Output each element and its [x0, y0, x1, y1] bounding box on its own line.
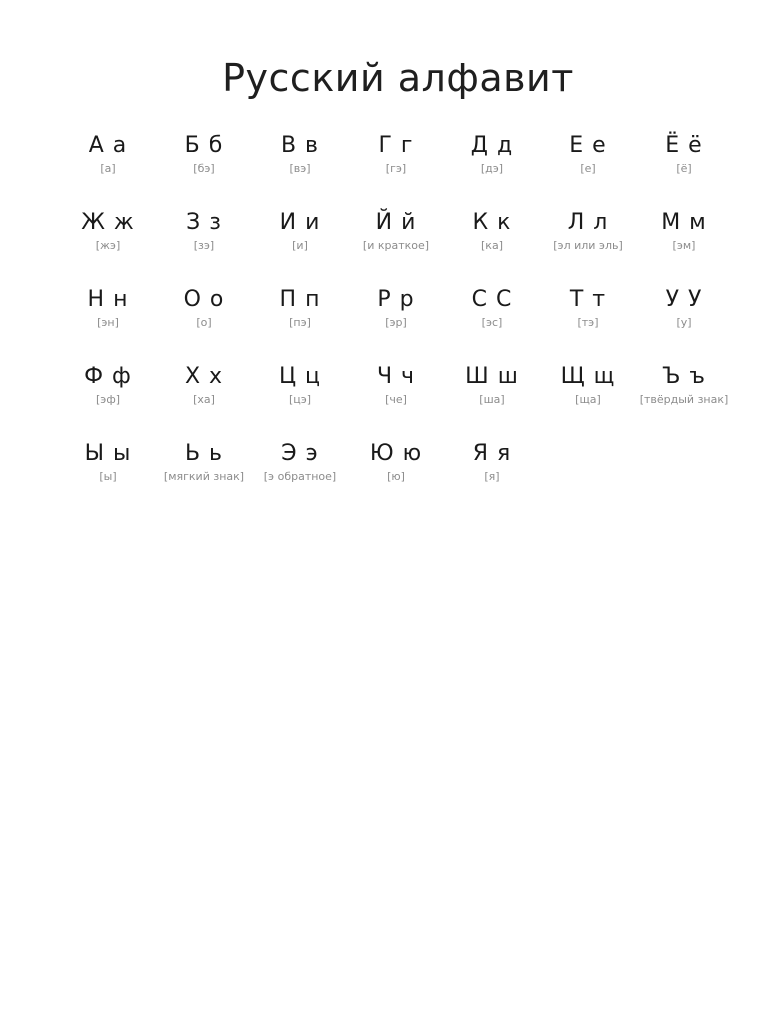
letter-name: [эм] [672, 239, 696, 252]
letter-cell [636, 131, 732, 208]
letter-name: [эр] [385, 316, 407, 329]
letter-pair: Я я [472, 441, 512, 466]
letter-pair: В в [280, 133, 320, 158]
letter-name: [цэ] [288, 393, 312, 406]
letter-cell [636, 208, 732, 285]
letter-cell [348, 439, 444, 516]
letter-name: [дэ] [480, 162, 504, 175]
letter-cell [444, 362, 540, 439]
letter-pair: Ь ь [184, 441, 224, 466]
letter-cell [252, 208, 348, 285]
letter-name: [о] [196, 316, 212, 329]
letter-cell [252, 285, 348, 362]
letter-name: [ша] [479, 393, 505, 406]
letter-pair: Й й [375, 210, 417, 235]
letter-pair: Н н [87, 287, 129, 312]
letter-cell [60, 131, 156, 208]
letter-pair: Ё ё [665, 133, 703, 158]
letter-cell [156, 362, 252, 439]
letter-name: [ща] [575, 393, 601, 406]
letter-name: [ка] [481, 239, 503, 252]
letter-pair: Щ щ [560, 364, 616, 389]
letter-cell [444, 439, 540, 516]
letter-name: [вэ] [289, 162, 311, 175]
alphabet-grid [60, 131, 732, 516]
letter-cell [156, 285, 252, 362]
letter-cell [348, 285, 444, 362]
letter-cell [540, 208, 636, 285]
letter-name: [ы] [99, 470, 117, 483]
letter-cell [60, 285, 156, 362]
letter-cell [444, 208, 540, 285]
letter-pair: Т т [569, 287, 607, 312]
letter-name: [тэ] [577, 316, 599, 329]
letter-cell [252, 439, 348, 516]
letter-pair: Э э [281, 441, 319, 466]
letter-pair: О о [183, 287, 225, 312]
letter-pair: З з [186, 210, 222, 235]
letter-cell [444, 131, 540, 208]
letter-pair: Ы ы [84, 441, 132, 466]
letter-name: [гэ] [385, 162, 407, 175]
letter-cell [156, 208, 252, 285]
letter-name: [и] [292, 239, 308, 252]
letter-name: [ю] [387, 470, 405, 483]
letter-name: [эф] [95, 393, 121, 406]
letter-pair: Д д [470, 133, 514, 158]
letter-pair: Ц ц [278, 364, 322, 389]
letter-name: [ха] [193, 393, 215, 406]
letter-name: [эс] [481, 316, 503, 329]
letter-pair: Л л [567, 210, 609, 235]
letter-pair: С С [471, 287, 513, 312]
letter-name: [зэ] [193, 239, 215, 252]
letter-cell [636, 362, 732, 439]
letter-pair: Ш ш [465, 364, 519, 389]
letter-pair: Р р [377, 287, 415, 312]
letter-cell [636, 285, 732, 362]
letter-cell [60, 362, 156, 439]
letter-cell [348, 362, 444, 439]
letter-pair: К к [472, 210, 512, 235]
letter-cell [540, 131, 636, 208]
letter-pair: Х х [184, 364, 224, 389]
letter-name: [эл или эль] [553, 239, 623, 252]
letter-name: [пэ] [289, 316, 311, 329]
letter-pair: Ч ч [376, 364, 416, 389]
letter-pair: Е е [569, 133, 607, 158]
letter-name: [ё] [676, 162, 692, 175]
letter-cell [156, 131, 252, 208]
letter-pair: П п [279, 287, 321, 312]
letter-name: [жэ] [95, 239, 121, 252]
letter-pair: А а [88, 133, 128, 158]
page-title: Русский алфавит [222, 56, 574, 100]
letter-cell [156, 439, 252, 516]
letter-cell [60, 208, 156, 285]
letter-name: [мягкий знак] [163, 470, 245, 483]
letter-name: [я] [484, 470, 500, 483]
letter-name: [э обратное] [263, 470, 337, 483]
letter-name: [твёрдый знак] [639, 393, 729, 406]
letter-pair: Ю ю [369, 441, 423, 466]
letter-name: [бэ] [193, 162, 215, 175]
letter-cell [60, 439, 156, 516]
letter-name: [эн] [97, 316, 119, 329]
letter-pair: У У [665, 287, 703, 312]
letter-cell [348, 208, 444, 285]
letter-cell [348, 131, 444, 208]
letter-name: [че] [385, 393, 407, 406]
letter-pair: Б б [184, 133, 224, 158]
letter-pair: Ъ ъ [662, 364, 706, 389]
letter-cell [252, 131, 348, 208]
letter-pair: Г г [378, 133, 414, 158]
letter-name: [и краткое] [362, 239, 430, 252]
letter-pair: Ж ж [81, 210, 135, 235]
letter-cell [540, 362, 636, 439]
letter-name: [е] [580, 162, 596, 175]
letter-pair: М м [661, 210, 707, 235]
letter-cell [252, 362, 348, 439]
letter-pair: И и [279, 210, 321, 235]
letter-name: [а] [100, 162, 116, 175]
letter-cell [540, 285, 636, 362]
letter-cell [444, 285, 540, 362]
letter-name: [у] [676, 316, 692, 329]
letter-pair: Ф ф [84, 364, 132, 389]
